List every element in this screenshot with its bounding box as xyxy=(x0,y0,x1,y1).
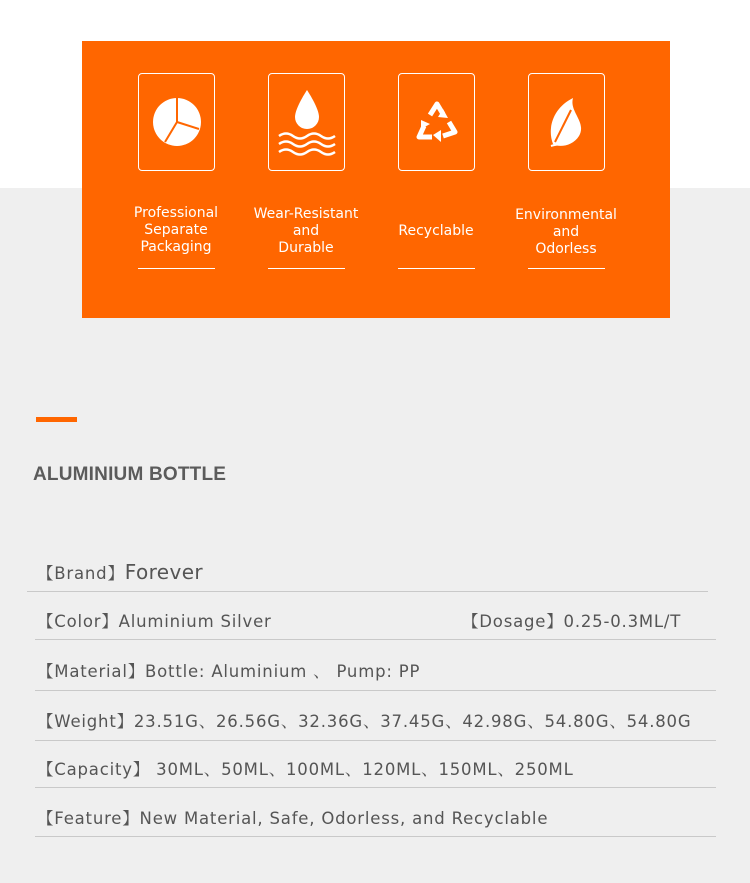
feature-label: Environmental and Odorless xyxy=(515,207,617,257)
spec-row-color-dosage xyxy=(35,591,716,640)
spec-row-brand xyxy=(27,543,708,592)
feature-underline xyxy=(398,268,475,269)
recycle-icon xyxy=(398,73,475,171)
feature-label: Wear-Resistant and Durable xyxy=(253,206,359,256)
spec-row-feature xyxy=(35,788,716,837)
spec-dosage: 【Dosage】0.25-0.3ML/T xyxy=(462,612,682,631)
spec-row-material xyxy=(35,641,716,691)
spec-row-capacity xyxy=(35,741,716,788)
spec-color: 【Color】Aluminium Silver xyxy=(37,612,272,631)
spec-capacity: 【Capacity】 30ML、50ML、100ML、120ML、150ML、250ML xyxy=(37,760,574,779)
leaf-icon xyxy=(528,73,605,171)
section-title: ALUMINIUM BOTTLE xyxy=(33,464,227,485)
feature-label: Recyclable xyxy=(398,223,474,239)
spec-brand-label: 【Brand】 xyxy=(37,564,125,583)
feature-label: Professional Separate Packaging xyxy=(133,205,219,255)
spec-row-weight xyxy=(35,691,716,741)
pie-chart-icon xyxy=(138,73,215,171)
features-panel xyxy=(82,41,670,318)
accent-bar xyxy=(36,417,77,422)
feature-underline xyxy=(268,268,345,269)
spec-brand-value: Forever xyxy=(124,560,204,584)
feature-underline xyxy=(528,268,605,269)
spec-weight: 【Weight】23.51G、26.56G、32.36G、37.45G、42.98G、54.80G、54.80G xyxy=(37,712,692,731)
spec-material: 【Material】Bottle: Aluminium 、 Pump: PP xyxy=(37,662,421,681)
spec-feature: 【Feature】New Material, Safe, Odorless, and Recyclable xyxy=(37,809,549,828)
water-drop-icon xyxy=(268,73,345,171)
feature-underline xyxy=(138,268,215,269)
